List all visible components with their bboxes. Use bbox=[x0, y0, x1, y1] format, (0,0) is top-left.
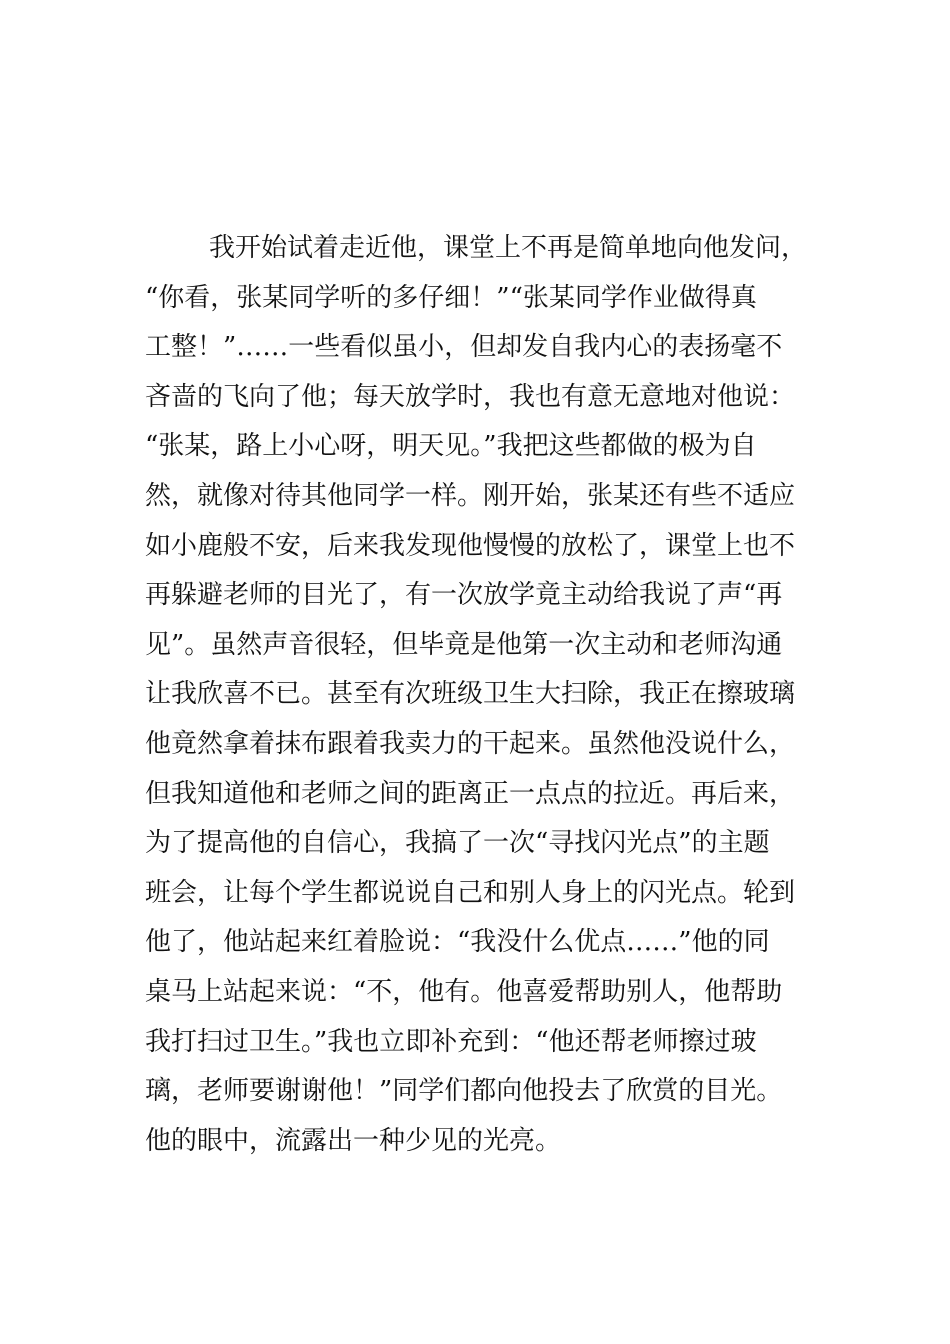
paragraph-line: “张某，路上小心呀，明天见。”我把这些都做的极为自 bbox=[145, 431, 757, 462]
paragraph-line: 然，就像对待其他同学一样。刚开始，张某还有些不适应 bbox=[145, 480, 796, 511]
paragraph-line: 工整！”……一些看似虽小，但却发自我内心的表扬毫不 bbox=[145, 332, 783, 363]
paragraph-line: 他竟然拿着抹布跟着我卖力的干起来。虽然他没说什么， bbox=[145, 728, 796, 759]
paragraph-line: 我打扫过卫生。”我也立即补充到：“他还帮老师擦过玻 bbox=[145, 1026, 757, 1057]
paragraph-line: 班会，让每个学生都说说自己和别人身上的闪光点。轮到 bbox=[145, 877, 796, 908]
paragraph-line: 见”。虽然声音很轻，但毕竟是他第一次主动和老师沟通 bbox=[145, 629, 783, 660]
paragraph-line: 桌马上站起来说：“不，他有。他喜爱帮助别人，他帮助 bbox=[145, 976, 783, 1007]
paragraph-line: 为了提高他的自信心，我搞了一次“寻找闪光点”的主题 bbox=[145, 828, 770, 859]
paragraph-line: 我开始试着走近他，课堂上不再是简单地向他发问， bbox=[209, 233, 808, 263]
paragraph-line: 再躲避老师的目光了，有一次放学竟主动给我说了声“再 bbox=[145, 580, 783, 611]
paragraph-line: 让我欣喜不已。甚至有次班级卫生大扫除，我正在擦玻璃 bbox=[145, 679, 796, 710]
paragraph-line: 但我知道他和老师之间的距离正一点点的拉近。再后来， bbox=[145, 778, 796, 809]
paragraph-line: 璃，老师要谢谢他！”同学们都向他投去了欣赏的目光。 bbox=[145, 1076, 783, 1107]
paragraph-line: “你看，张某同学听的多仔细！”“张某同学作业做得真 bbox=[145, 282, 757, 313]
paragraph-line: 他的眼中，流露出一种少见的光亮。 bbox=[145, 1125, 562, 1156]
paragraph-line: 他了，他站起来红着脸说：“我没什么优点……”他的同 bbox=[145, 927, 770, 958]
paragraph-line: 如小鹿般不安，后来我发现他慢慢的放松了，课堂上也不 bbox=[145, 530, 796, 561]
paragraph-line: 吝啬的飞向了他；每天放学时，我也有意无意地对他说： bbox=[145, 381, 796, 412]
body-paragraph bbox=[145, 224, 815, 1166]
